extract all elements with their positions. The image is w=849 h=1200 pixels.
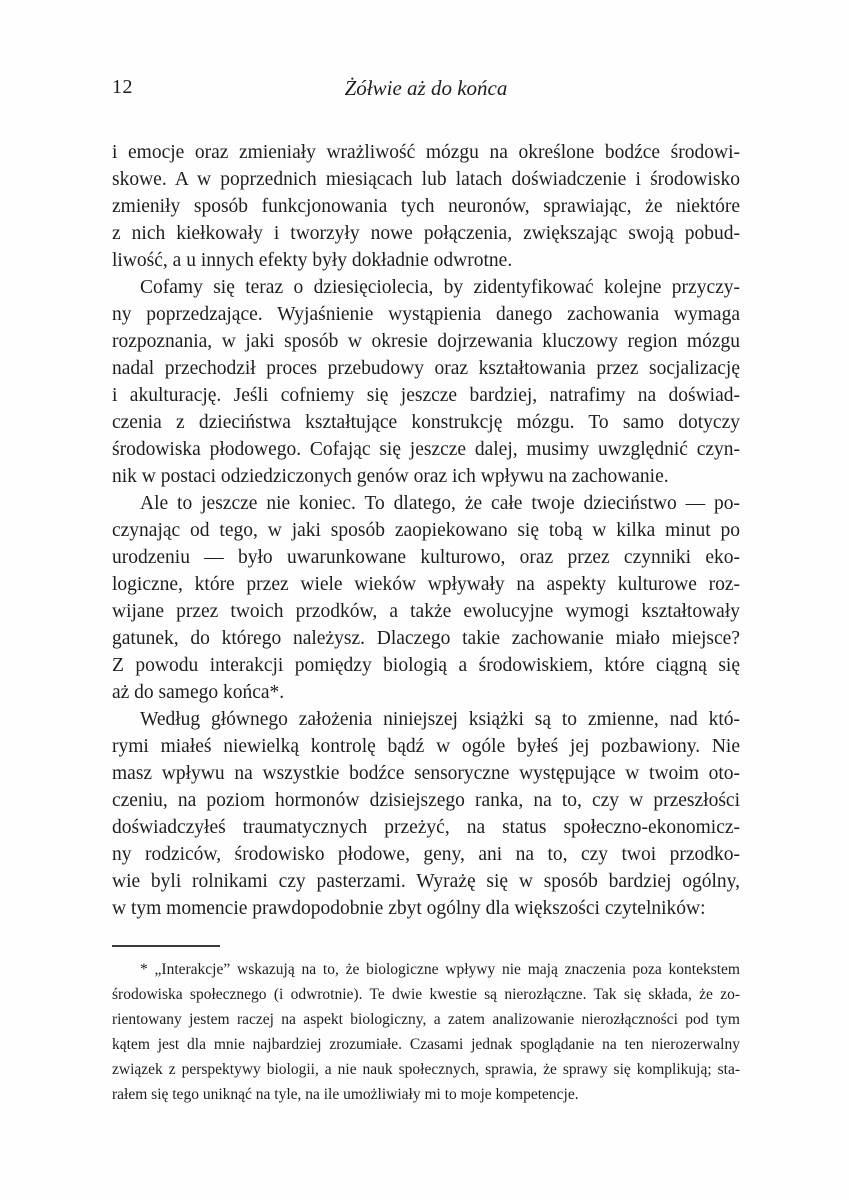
text-line: i akulturację. Jeśli cofniemy się jeszcze bardziej, natrafimy na doświad- [112,385,740,406]
text-line: skowe. A w poprzednich miesiącach lub latach doświadczenie i środowisko [112,169,740,190]
text-line: liwość, a u innych efekty były dokładnie odwrotne. [112,250,513,271]
text-line: kątem jest dla mnie najbardziej zrozumiałe. Czasami jednak spoglądanie na ten nierozerwalny [112,1036,740,1053]
text-line: ny rodziców, środowisko płodowe, geny, ani na to, czy twoi przodko- [112,844,740,865]
text-line: rientowany jestem raczej na aspekt biologiczny, a zatem analizowanie nierozłączności pod tym [112,1011,740,1028]
text-line: zmieniły sposób funkcjonowania tych neuronów, sprawiając, że niektóre [112,196,740,217]
text-line: środowiska społecznego (i odwrotnie). Te dwie kwestie są nierozłączne. Tak się składa, że zo- [112,986,740,1003]
text-line: z nich kiełkowały i tworzyły nowe połączenia, zwiększając swoją pobud- [112,223,740,244]
text-line: rałem się tego uniknąć na tyle, na ile umożliwiały mi to moje kompetencje. [112,1086,579,1103]
text-line: * „Interakcje” wskazują na to, że biologiczne wpływy nie mają znaczenia poza kontekstem [140,961,740,978]
text-line: czeniu, na poziom hormonów dzisiejszego ranka, na to, czy w przeszłości [112,790,740,811]
text-line: logiczne, które przez wiele wieków wpływały na aspekty kulturowe roz- [112,574,740,595]
text-line: związek z perspektywy biologii, a nie nauk społecznych, sprawia, że sprawy się komplikują; sta- [112,1061,740,1078]
text-line: urodzeniu — było uwarunkowane kulturowo, oraz przez czynniki eko- [112,547,740,568]
text-line: nik w postaci odziedziczonych genów oraz ich wpływu na zachowanie. [112,466,669,487]
text-line: rymi miałeś niewielką kontrolę bądź w ogóle byłeś jej pozbawiony. Nie [112,736,740,757]
text-line: doświadczyłeś traumatycznych przeżyć, na status społeczno-ekonomicz- [112,817,740,838]
text-line: wie byli rolnikami czy pasterzami. Wyrażę się w sposób bardziej ogólny, [112,871,740,892]
text-line: wijane przez twoich przodków, a także ewolucyjne wymogi kształtowały [112,601,740,622]
footnote-separator [112,945,220,947]
text-line: Według głównego założenia niniejszej książki są to zmienne, nad któ- [140,709,740,730]
text-line: Ale to jeszcze nie koniec. To dlatego, że całe twoje dzieciństwo — po- [140,493,740,514]
text-line: środowiska płodowego. Cofając się jeszcze dalej, musimy uwzględnić czyn- [112,439,740,460]
footnote [112,957,740,1107]
text-line: masz wpływu na wszystkie bodźce sensoryczne występujące w twoim oto- [112,763,740,784]
body-text [112,139,740,922]
text-line: Cofamy się teraz o dziesięciolecia, by zidentyfikować kolejne przyczy- [140,277,740,298]
page-header [112,76,740,100]
text-line: Z powodu interakcji pomiędzy biologią a środowiskiem, które ciągną się [112,655,740,676]
text-line: czynając od tego, w jaki sposób zaopiekowano się tobą w kilka minut po [112,520,740,541]
text-line: i emocje oraz zmieniały wrażliwość mózgu na określone bodźce środowi- [112,142,740,163]
text-line: w tym momencie prawdopodobnie zbyt ogólny dla większości czytelników: [112,898,706,919]
text-line: ny poprzedzające. Wyjaśnienie wystąpienia danego zachowania wymaga [112,304,740,325]
running-title: Żółwie aż do końca [344,76,508,100]
text-line: rozpoznania, w jaki sposób w okresie dojrzewania kluczowy region mózgu [112,331,740,352]
text-line: czenia z dzieciństwa kształtujące konstrukcję mózgu. To samo dotyczy [112,412,740,433]
text-line: aż do samego końca*. [112,682,285,703]
text-line: gatunek, do którego należysz. Dlaczego takie zachowanie miało miejsce? [112,628,740,649]
text-line: nadal przechodził proces przebudowy oraz kształtowania przez socjalizację [112,358,740,379]
page-number: 12 [112,76,133,98]
